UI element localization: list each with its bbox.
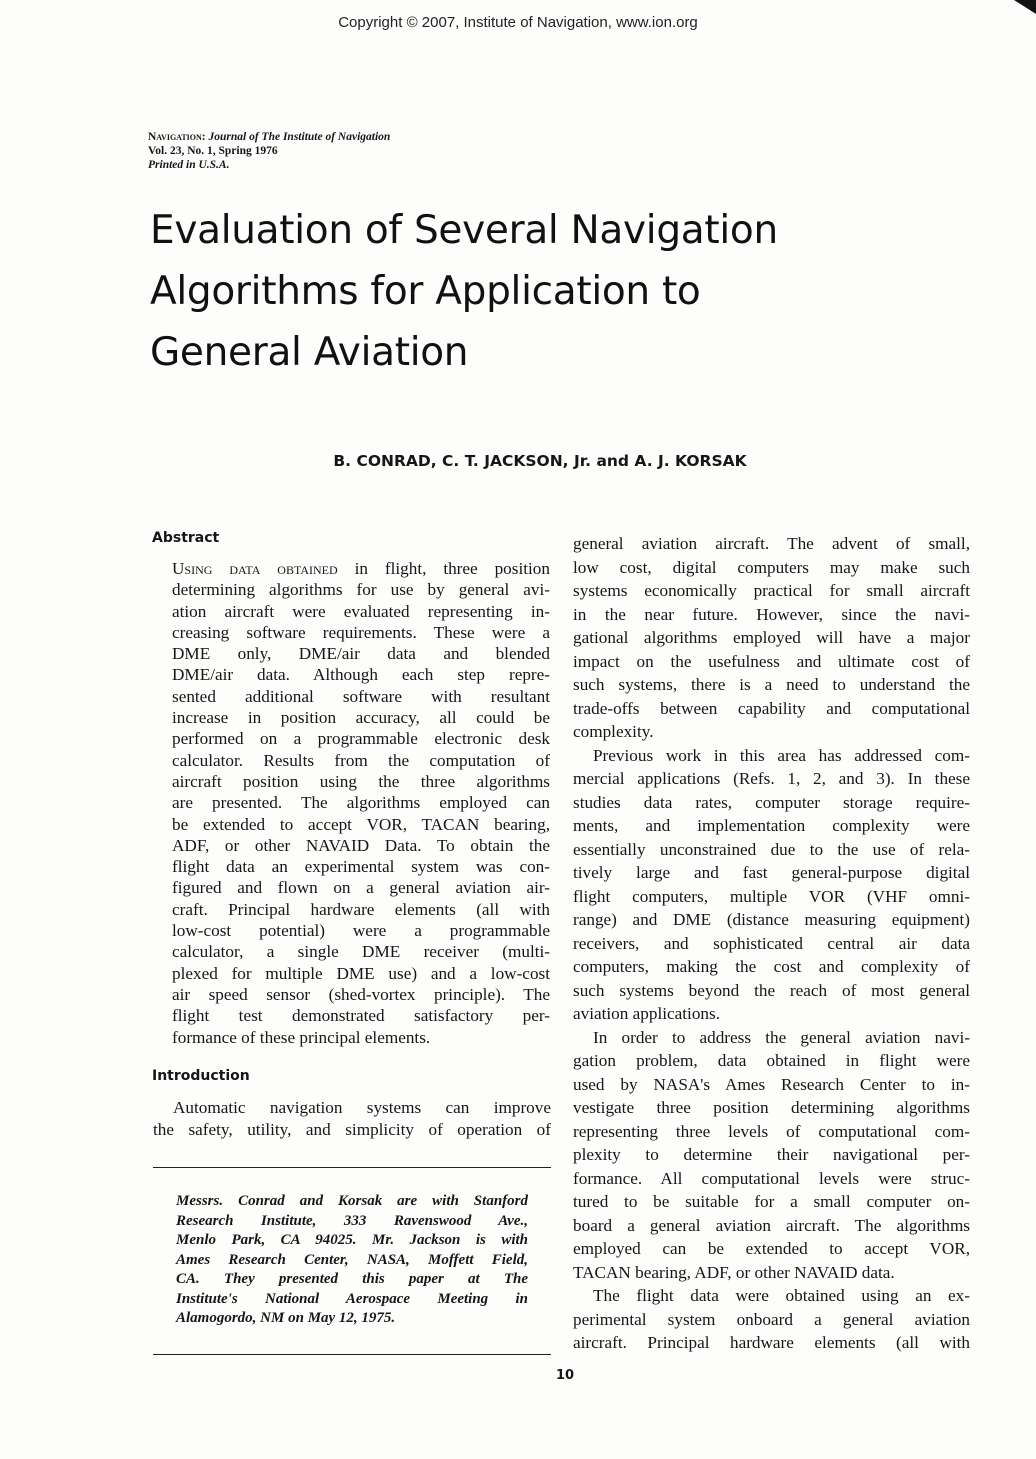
text-line: flight data an experimental system was con- xyxy=(172,857,550,877)
text-line: plexity to determine their navigational per- xyxy=(573,1145,970,1164)
text-line: the safety, utility, and simplicity of operation of xyxy=(153,1120,551,1139)
text-line: tured to be suitable for a small computer on- xyxy=(573,1192,970,1211)
text-line: Previous work in this area has addressed com- xyxy=(593,745,970,765)
text-line: Research Institute, 333 Ravenswood Ave., xyxy=(176,1212,528,1229)
text-line: ation aircraft were evaluated representing in- xyxy=(172,601,550,621)
abstract-text xyxy=(172,558,550,1048)
title-line: Evaluation of Several Navigation xyxy=(150,208,778,253)
text-line: general aviation aircraft. The advent of small, xyxy=(573,534,970,553)
text-line xyxy=(172,558,550,579)
text-line: low cost, digital computers may make such xyxy=(573,557,970,577)
text-line: creasing software requirements. These were a xyxy=(172,622,550,642)
text-line: Institute's National Aerospace Meeting in xyxy=(176,1290,528,1307)
text-line: such systems, there is a need to understand the xyxy=(573,675,970,694)
journal-masthead xyxy=(148,130,390,172)
text-line: craft. Principal hardware elements (all with xyxy=(172,899,550,919)
text-line: in the near future. However, since the navi- xyxy=(573,604,970,624)
text-line: plexed for multiple DME use) and a low-cost xyxy=(172,963,550,983)
page-number: 10 xyxy=(556,1368,575,1383)
abstract-first-line: in flight, three position xyxy=(337,559,550,578)
text-line: TACAN bearing, ADF, or other NAVAID data. xyxy=(573,1262,895,1282)
text-line: range) and DME (distance measuring equipment) xyxy=(573,910,970,929)
text-line: such systems beyond the reach of most general xyxy=(573,980,970,1000)
text-line: flight test demonstrated satisfactory per- xyxy=(172,1006,550,1026)
paper-title xyxy=(150,200,778,383)
text-line: essentially unconstrained due to the use of rela- xyxy=(573,839,970,859)
printed-in: Printed in U.S.A. xyxy=(148,159,230,171)
paragraph xyxy=(573,1026,970,1285)
text-line: tively large and fast general-purpose digital xyxy=(573,863,970,882)
text-line: gational algorithms employed will have a major xyxy=(573,628,970,647)
title-line: General Aviation xyxy=(150,330,469,375)
text-line: mercial applications (Refs. 1, 2, and 3). In these xyxy=(573,769,970,788)
text-line: complexity. xyxy=(573,722,654,741)
text-line: vestigate three position determining algorithms xyxy=(573,1098,970,1117)
text-line: formance of these principal elements. xyxy=(172,1027,431,1047)
introduction-heading: Introduction xyxy=(152,1068,250,1084)
text-line: DME only, DME/air data and blended xyxy=(172,644,550,664)
text-line: figured and flown on a general aviation air- xyxy=(172,878,550,898)
text-line: ments, and implementation complexity were xyxy=(573,816,970,835)
text-line: systems economically practical for small aircraft xyxy=(573,581,970,600)
corner-mark xyxy=(1014,0,1036,14)
abstract-lead: Using data obtained xyxy=(172,559,338,578)
text-line: aircraft. Principal hardware elements (all with xyxy=(573,1333,970,1352)
text-line: employed can be extended to accept VOR, xyxy=(573,1239,970,1258)
text-line: Automatic navigation systems can improve xyxy=(173,1098,551,1117)
author-footnote xyxy=(176,1192,528,1329)
text-line: board a general aviation aircraft. The algorithms xyxy=(573,1215,970,1235)
text-line: Alamogordo, NM on May 12, 1975. xyxy=(176,1310,396,1326)
text-line: The flight data were obtained using an ex- xyxy=(593,1286,970,1305)
text-line: low-cost potential) were a programmable xyxy=(172,921,550,941)
text-line: formance. All computational levels were struc- xyxy=(573,1168,970,1188)
text-line: sented additional software with resultant xyxy=(172,686,550,706)
text-line: studies data rates, computer storage require- xyxy=(573,792,970,812)
text-line: aviation applications. xyxy=(573,1004,721,1023)
right-column-text xyxy=(573,532,970,1355)
text-line: be extended to accept VOR, TACAN bearing, xyxy=(172,814,550,834)
text-line: trade-offs between capability and computational xyxy=(573,698,970,718)
text-line: calculator. Results from the computation of xyxy=(172,750,550,770)
paragraph xyxy=(573,1284,970,1355)
text-line: performed on a programmable electronic desk xyxy=(172,729,550,749)
text-line: calculator, a single DME receiver (multi- xyxy=(172,942,550,962)
text-line: ADF, or other NAVAID Data. To obtain the xyxy=(172,835,550,855)
text-line: In order to address the general aviation navi- xyxy=(593,1027,970,1047)
text-line: gation problem, data obtained in flight were xyxy=(573,1051,970,1070)
text-line: Menlo Park, CA 94025. Mr. Jackson is with xyxy=(176,1232,528,1248)
journal-subtitle: Journal of The Institute of Navigation xyxy=(208,131,391,143)
text-line: determining algorithms for use by general avi- xyxy=(172,580,550,600)
text-line: are presented. The algorithms employed can xyxy=(172,793,550,813)
text-line: impact on the usefulness and ultimate cost of xyxy=(573,651,970,671)
text-line: aircraft position using the three algorithms xyxy=(172,771,550,791)
copyright-notice: Copyright © 2007, Institute of Navigation, www.ion.org xyxy=(338,14,698,31)
text-line: Messrs. Conrad and Korsak are with Stanford xyxy=(176,1193,528,1209)
authors: B. CONRAD, C. T. JACKSON, Jr. and A. J. KORSAK xyxy=(333,452,747,470)
text-line: Ames Research Center, NASA, Moffett Field, xyxy=(176,1251,528,1268)
text-line: used by NASA's Ames Research Center to in- xyxy=(573,1074,970,1094)
footnote-rule-top xyxy=(153,1167,551,1168)
abstract-heading: Abstract xyxy=(152,530,220,546)
journal-volume: Vol. 23, No. 1, Spring 1976 xyxy=(148,145,278,157)
text-line: DME/air data. Although each step repre- xyxy=(172,665,550,685)
text-line: increase in position accuracy, all could be xyxy=(172,708,550,728)
paragraph xyxy=(573,744,970,1026)
text-line: representing three levels of computational com- xyxy=(573,1121,970,1141)
paragraph xyxy=(573,532,970,744)
text-line: computers, making the cost and complexity of xyxy=(573,957,970,976)
text-line: flight computers, multiple VOR (VHF omni- xyxy=(573,886,970,906)
text-line: air speed sensor (shed-vortex principle). The xyxy=(172,984,550,1004)
introduction-text xyxy=(153,1097,551,1141)
footnote-rule-bottom xyxy=(153,1354,551,1355)
text-line: perimental system onboard a general aviation xyxy=(573,1309,970,1329)
text-line: CA. They presented this paper at The xyxy=(176,1271,528,1287)
journal-name: Navigation: xyxy=(148,131,206,143)
title-line: Algorithms for Application to xyxy=(150,269,701,314)
text-line: receivers, and sophisticated central air data xyxy=(573,933,970,953)
